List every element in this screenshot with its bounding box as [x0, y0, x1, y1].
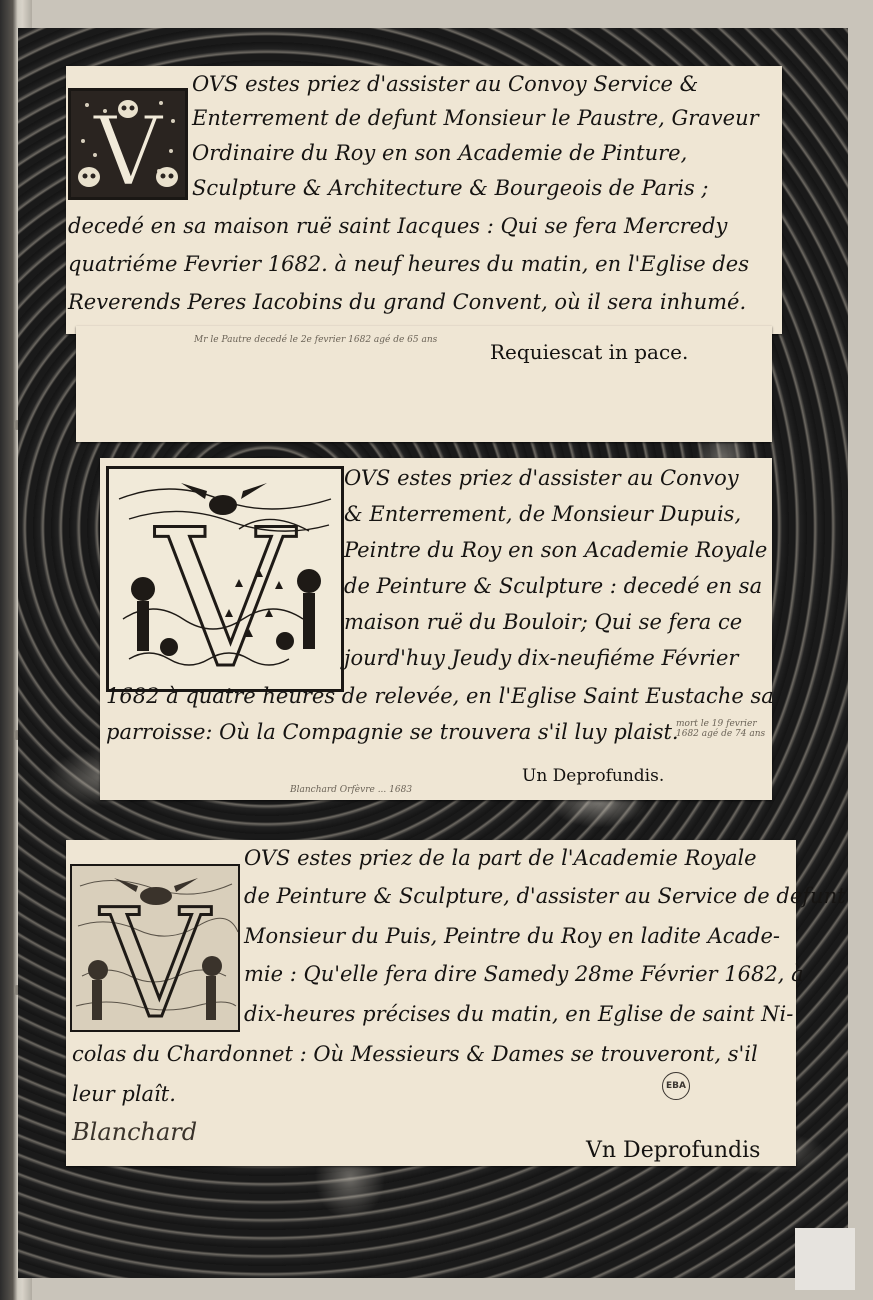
notice-text-line: maison ruë du Bouloir; Qui se fera ce — [344, 610, 743, 634]
notice-text-line: colas du Chardonnet : Où Messieurs & Dames se trouveront, s'il — [72, 1042, 758, 1066]
notice-text-line: de Peinture & Sculpture : decedé en sa — [344, 574, 763, 598]
notice-le-pautre — [66, 66, 782, 334]
notice-le-pautre-footer — [76, 326, 772, 442]
svg-text:V: V — [93, 96, 163, 197]
initial-v-woodcut — [70, 864, 240, 1032]
notice-text-line: mie : Qu'elle fera dire Samedy 28me Février 1682, à — [244, 962, 804, 986]
notice-text-line: Monsieur du Puis, Peintre du Roy en ladite Acade- — [244, 924, 781, 948]
notice-text-line: 1682 à quatre heures de relevée, en l'Eglise Saint Eustache sa — [106, 684, 774, 708]
handwritten-note: Mr le Pautre decedé le 2e fevrier 1682 agé de 65 ans — [194, 335, 438, 345]
initial-v-woodcut — [68, 88, 188, 200]
notice-text-line: leur plaît. — [72, 1082, 176, 1106]
initial-v-woodcut — [106, 466, 344, 692]
closing-phrase: Un Deprofundis. — [522, 766, 665, 786]
notice-academie-service — [66, 840, 846, 1166]
notice-dupuis — [100, 458, 772, 800]
handwritten-note: Blanchard Orfèvre ... 1683 — [290, 785, 413, 795]
danse-macabre-initial-icon — [109, 469, 341, 689]
closing-phrase: Requiescat in pace. — [490, 340, 689, 364]
notice-text-line: Sculpture & Architecture & Bourgeois de Paris ; — [192, 176, 709, 200]
notice-text-line: OVS estes priez d'assister au Convoy Service & — [192, 72, 699, 96]
notice-text-line: Ordinaire du Roy en son Academie de Pinture, — [192, 141, 688, 165]
svg-text:V: V — [156, 489, 294, 689]
notice-text-line: Reverends Peres Iacobins du grand Convent, où il sera inhumé. — [68, 290, 747, 314]
notice-text-line: parroisse: Où la Compagnie se trouvera s'il luy plaist. — [106, 720, 679, 744]
closing-phrase: Vn Deprofundis — [586, 1138, 761, 1163]
library-stamp: EBA — [662, 1072, 690, 1100]
notice-text-line: OVS estes priez d'assister au Convoy — [344, 466, 739, 490]
page-corner-tab — [795, 1228, 855, 1290]
notice-text-line: de Peinture & Sculpture, d'assister au Service de defunt — [244, 884, 846, 908]
svg-text:V: V — [100, 878, 210, 1030]
notice-text-line: Peintre du Roy en son Academie Royale — [344, 538, 768, 562]
notice-text-line: decedé en sa maison ruë saint Iacques : Qui se fera Mercredy — [68, 214, 728, 238]
handwritten-note: mort le 19 fevrier 1682 agé de 74 ans — [676, 719, 766, 739]
notice-text-line: quatriéme Fevrier 1682. à neuf heures du matin, en l'Eglise des — [68, 252, 750, 276]
notice-text-line: Enterrement de defunt Monsieur le Paustre, Graveur — [192, 106, 759, 130]
engraved-initial-icon — [72, 866, 238, 1030]
notice-text-line: OVS estes priez de la part de l'Academie Royale — [244, 846, 757, 870]
notice-text-line: & Enterrement, de Monsieur Dupuis, — [344, 502, 742, 526]
skull-initial-icon — [71, 91, 185, 197]
handwritten-signature: Blanchard — [72, 1118, 198, 1146]
notice-text-line: dix-heures précises du matin, en Eglise de saint Ni- — [244, 1002, 794, 1026]
notice-text-line: jourd'huy Jeudy dix-neufiéme Février — [344, 646, 739, 670]
